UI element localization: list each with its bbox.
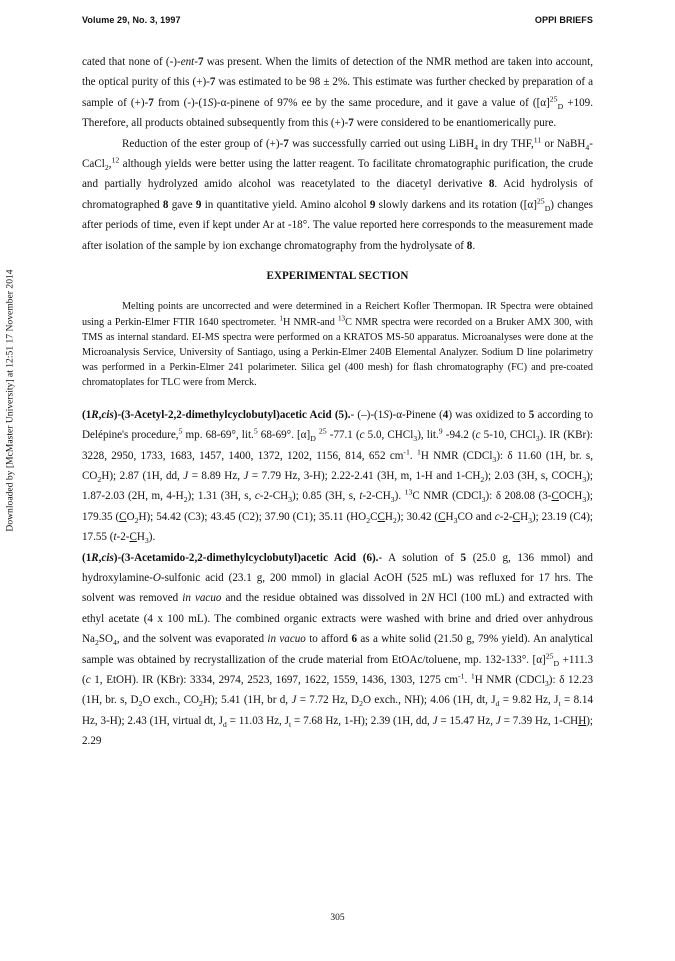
download-note: Downloaded by [McMaster University] at 12:51 17 November 2014: [4, 268, 16, 532]
paragraph-optical-purity: cated that none of (-)-ent-7 was present. When the limits of detection of the NMR method are taken into account, the optical purity of this (+)-7 was estimated to be 98 ± 2%. This estimate was further checked by preparation of a sample of (+)-7 from (-)-(1S)-α-pinene of 97% ee by the same procedure, and it gave a value of ($[\alpha]^{25}_D +109$. Therefore, all products obtained subsequently from this (+)-7 were considered to be enantiomerically pure.: [82, 56, 593, 130]
compound-6-procedure: (1R,cis)-(3-Acetamido-2,2-dimethylcyclobutyl)acetic Acid (6).- A solution of 5 (25.0 g, 136 mmol) and hydroxylamine-O-sulfonic acid (23.1 g, 200 mmol) in glacial AcOH (525 mL) was refluxed for 17 hrs. The solvent was removed in vacuo and the residue obtained was dissolved in 2N HCl (100 mL) and extracted with ethyl acetate (4 x 100 mL). The combined organic extracts were washed with brine and dried over anhydrous $Na_2SO_4$, and the solvent was evaporated in vacuo to afford 6 as a white solid (21.50 g, 79% yield). An analytical sample was obtained by recrystallization of the crude material from EtOAc/toluene, mp. 132-133°. $[\alpha]^{25}_D +111.3$ (c 1, EtOH). IR (KBr): 3334, 2974, 2523, 1697, 1622, 1559, 1436, 1303, 1275 $cm^{-1}$. $^1$H NMR (CDCl$_3$): δ 12.23 (1H, br. s, $D_2O$ exch., $CO_2H$); 5.41 (1H, br d, J = 7.72 Hz, $D_2O$ exch., NH); 4.06 (1H, dt, $J_d = 9.82$ Hz, $J_t = 8.14$ Hz, 3-H); 2.43 (1H, virtual dt, $J_d = 11.03$ Hz, $J_t = 7.68$ Hz, 1-H); 2.39 (1H, dd, J = 15.47 Hz, J = 7.39 Hz, 1-CHH); 2.29: [82, 551, 593, 748]
compound-5-procedure: (1R,cis)-(3-Acetyl-2,2-dimethylcyclobutyl)acetic Acid (5).- (–)-(1S)-α-Pinene (4) was oxidized to 5 according to Delépine's procedure,$^5$ mp. 68-69°, lit.$^5$ 68-69°. $[\alpha]_D$ $^{25}$ -77.1 (c 5.0, CHCl$_3$), lit.$^9$ -94.2 (c 5-10, CHCl$_3$). IR (KBr): 3228, 2950, 1733, 1683, 1457, 1400, 1372, 1202, 1156, 814, 652 $cm^{-1}$. $^1$H NMR (CDCl$_3$): δ 11.60 (1H, br. s, $CO_2H$); 2.87 (1H, dd, J = 8.89 Hz, J = 7.79 Hz, 3-H); 2.22-2.41 (3H, m, 1-H and $1-CH_2$); 2.03 (3H, s, $COCH_3$); 1.87-2.03 (2H, m, $4-H_2$); 1.31 (3H, s, $c-2-CH_3$); 0.85 (3H, s, $t-2-CH_3$). $^{13}$C NMR (CDCl$_3$): δ 208.08 $(3-COCH_3)$; 179.35 $(CO_2H)$; 54.42 (C3); 43.45 (C2); 37.90 (C1); 35.11 $(HO_2CCH_2)$; 30.42 ($CH_3CO$ and $c-2-CH_3$); 23.19 (C4); 17.55 $(t-2-CH_3)$.: [82, 408, 594, 546]
journal-volume: Volume 29, No. 3, 1997: [82, 15, 181, 25]
running-header: [82, 15, 593, 29]
paragraph-reduction: Reduction of the ester group of (+)-7 was successfully carried out using LiBH$_4$ in dry THF,$^{11}$ or NaBH$_4$-CaCl$_2$,$^{12}$ although yields were better using the latter reagent. To facilitate chromatographic purification, the crude and partially hydrolyzed amido alcohol was reacetylated to the diacetyl derivative 8. Acid hydrolysis of chromatographed 8 gave 9 in quantitative yield. Amino alcohol 9 slowly darkens and its rotation $([\alpha]^{25}_D)$ changes after periods of time, even if kept under Ar at -18°. The value reported here corresponds to the measurement made after isolation of the sample by ion exchange chromatography from the hydrolysate of 8.: [82, 134, 593, 252]
page-number: 305: [330, 913, 345, 923]
download-watermark: [2, 180, 18, 620]
section-heading: EXPERIMENTAL SECTION: [266, 270, 409, 283]
general-methods: Melting points are uncorrected and were determined in a Reichert Kofler Thermopan. IR Spectra were obtained using a Perkin-Elmer FTIR 1640 spectrometer. $^1$H NMR-and $^{13}$C NMR spectra were recorded on a Bruker AMX 300, with TMS as internal standard. EI-MS spectra were performed on a KRATOS MS-50 apparatus. Microanalyses were done at the Microanalysis Service, University of Santiago, using a Perkin-Elmer 240B Elemental Analyzer. Sodium D line polarimetry was performed in a Perkin-Elmer 241 polarimeter. Silica gel (400 mesh) for flash chromatography (FC) and pre-coated chromatoplates for TLC were from Merck.: [82, 301, 593, 389]
section-name: OPPI BRIEFS: [534, 15, 593, 25]
page-body: [82, 52, 593, 752]
